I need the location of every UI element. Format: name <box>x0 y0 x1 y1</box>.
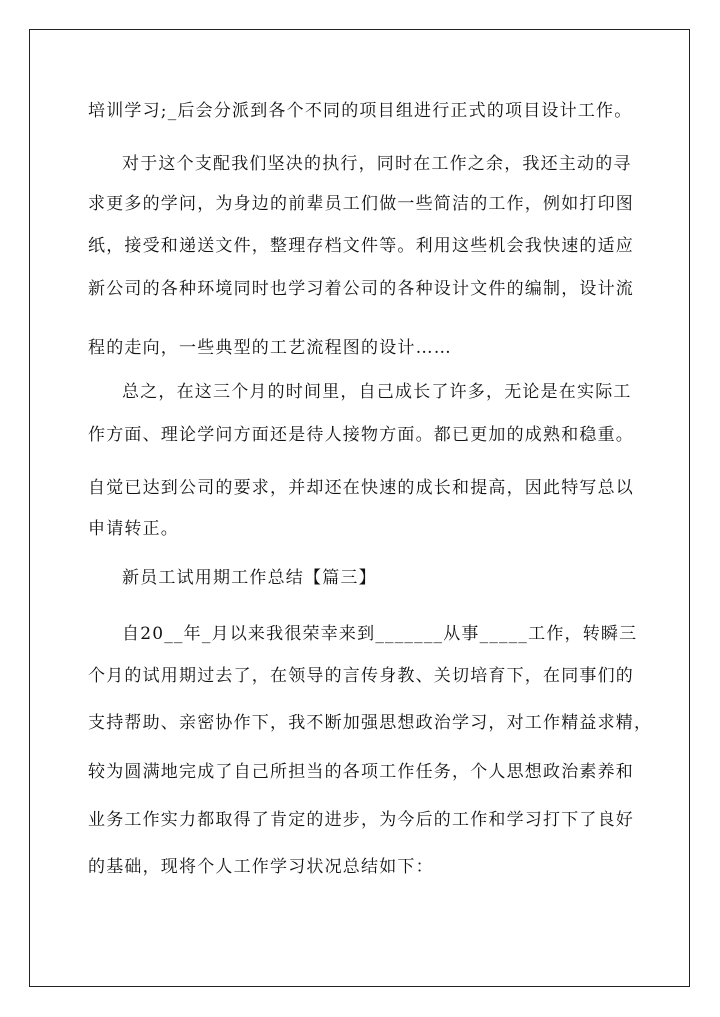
text-line: 新公司的各种环境同时也学习着公司的各种设计文件的编制，设计流 <box>88 279 634 299</box>
text-line: 较为圆满地完成了自己所担当的各项工作任务，个人思想政治素养和 <box>88 762 634 782</box>
text-line: 支持帮助、亲密协作下，我不断加强思想政治学习，对工作精益求精， <box>88 713 653 733</box>
text-line: 申请转正。 <box>88 519 179 539</box>
text-line: 的基础，现将个人工作学习状况总结如下： <box>88 857 434 877</box>
text-line: 业务工作实力都取得了肯定的进步，为今后的工作和学习打下了良好 <box>88 810 634 830</box>
text-line: 培训学习;_后会分派到各个不同的项目组进行正式的项目设计工作。 <box>88 101 633 121</box>
section-heading: 新员工试用期工作总结【篇三】 <box>122 568 377 588</box>
text-line: 自觉已达到公司的要求，并却还在快速的成长和提高，因此特写总以 <box>88 478 634 498</box>
text-line: 个月的试用期过去了，在领导的言传身教、关切培育下，在同事们的 <box>88 666 634 686</box>
text-line: 程的走向，一些典型的工艺流程图的设计…… <box>88 338 452 358</box>
paragraph-start-line: 自20__年_月以来我很荣幸来到_______从事_____工作，转瞬三 <box>122 624 638 644</box>
text-line: 求更多的学问，为身边的前辈员工们做一些简洁的工作，例如打印图 <box>88 194 634 214</box>
paragraph-start-line: 总之，在这三个月的时间里，自己成长了许多，无论是在实际工 <box>122 382 632 402</box>
text-line: 纸，接受和递送文件，整理存档文件等。利用这些机会我快速的适应 <box>88 236 634 256</box>
text-line: 作方面、理论学问方面还是待人接物方面。都已更加的成熟和稳重。 <box>88 425 634 445</box>
paragraph-start-line: 对于这个支配我们坚决的执行，同时在工作之余，我还主动的寻 <box>122 154 632 174</box>
